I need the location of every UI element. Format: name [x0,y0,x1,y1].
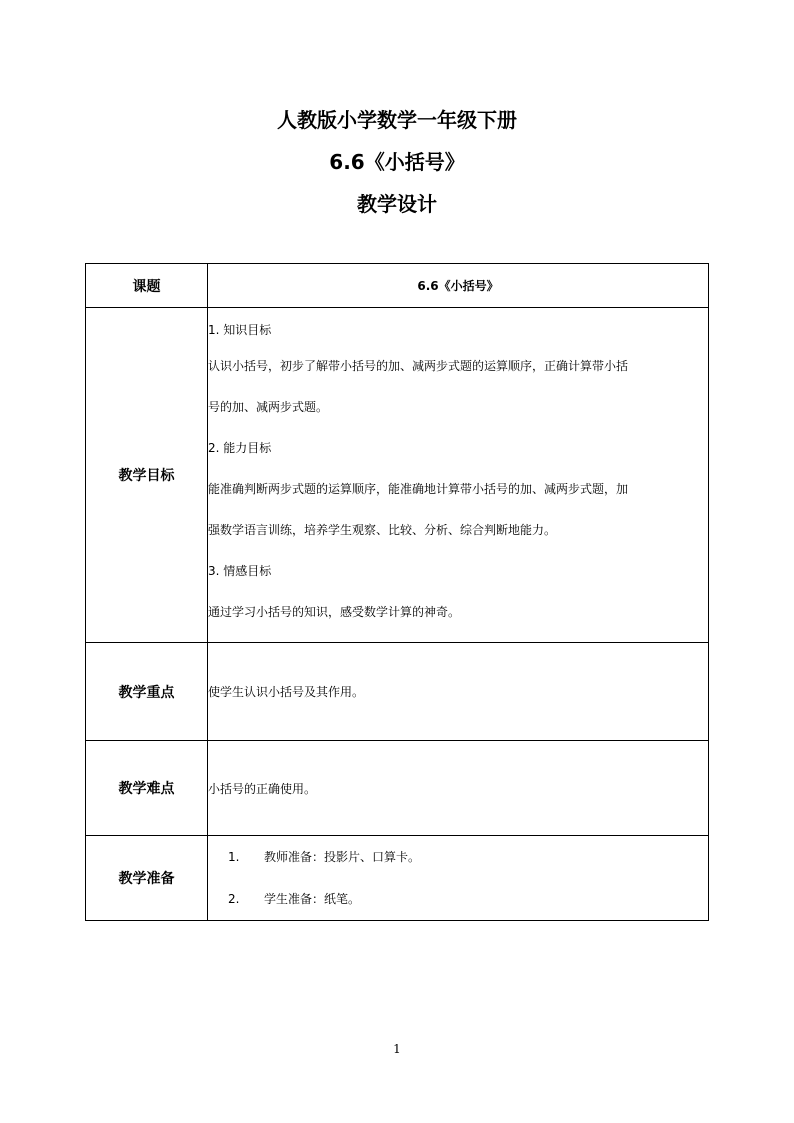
preparation-label: 教学准备 [86,836,208,921]
document-subtitle: 教学设计 [357,192,437,216]
key-points-value: 使学生认识小括号及其作用。 [208,643,709,741]
table-row-key-points [86,643,709,741]
goal-line: 3. 情感目标 [208,564,272,578]
list-item [208,878,708,920]
list-number: 1. [228,850,240,864]
goal-line: 强数学语言训练，培养学生观察、比较、分析、综合判断地能力。 [208,523,557,537]
table-row-topic [86,264,709,308]
topic-label: 课题 [86,264,208,308]
goals-label: 教学目标 [86,308,208,643]
difficulty-label: 教学难点 [86,741,208,836]
goal-line: 能准确判断两步式题的运算顺序，能准确地计算带小括号的加、减两步式题，加 [208,482,629,496]
lesson-title: 6.6《小括号》 [329,150,465,174]
table-row-goals [86,308,709,643]
key-points-label: 教学重点 [86,643,208,741]
topic-value: 6.6《小括号》 [208,264,709,308]
goal-line: 1. 知识目标 [208,323,272,337]
goal-line: 号的加、减两步式题。 [208,400,329,414]
document-title: 人教版小学数学一年级下册 [277,108,517,132]
list-item [208,836,708,878]
goal-line: 认识小括号，初步了解带小括号的加、减两步式题的运算顺序，正确计算带小括 [208,359,629,373]
list-text: 教师准备：投影片、口算卡。 [264,850,421,864]
table-row-difficulty [86,741,709,836]
page-number: 1 [393,1042,401,1056]
goal-line: 通过学习小括号的知识，感受数学计算的神奇。 [208,605,461,619]
goal-line: 2. 能力目标 [208,441,272,455]
difficulty-value: 小括号的正确使用。 [208,741,709,836]
list-text: 学生准备：纸笔。 [264,892,361,906]
lesson-plan-table [85,263,709,921]
goals-content [208,308,709,643]
list-number: 2. [228,892,240,906]
table-row-preparation [86,836,709,921]
preparation-content [208,836,709,921]
